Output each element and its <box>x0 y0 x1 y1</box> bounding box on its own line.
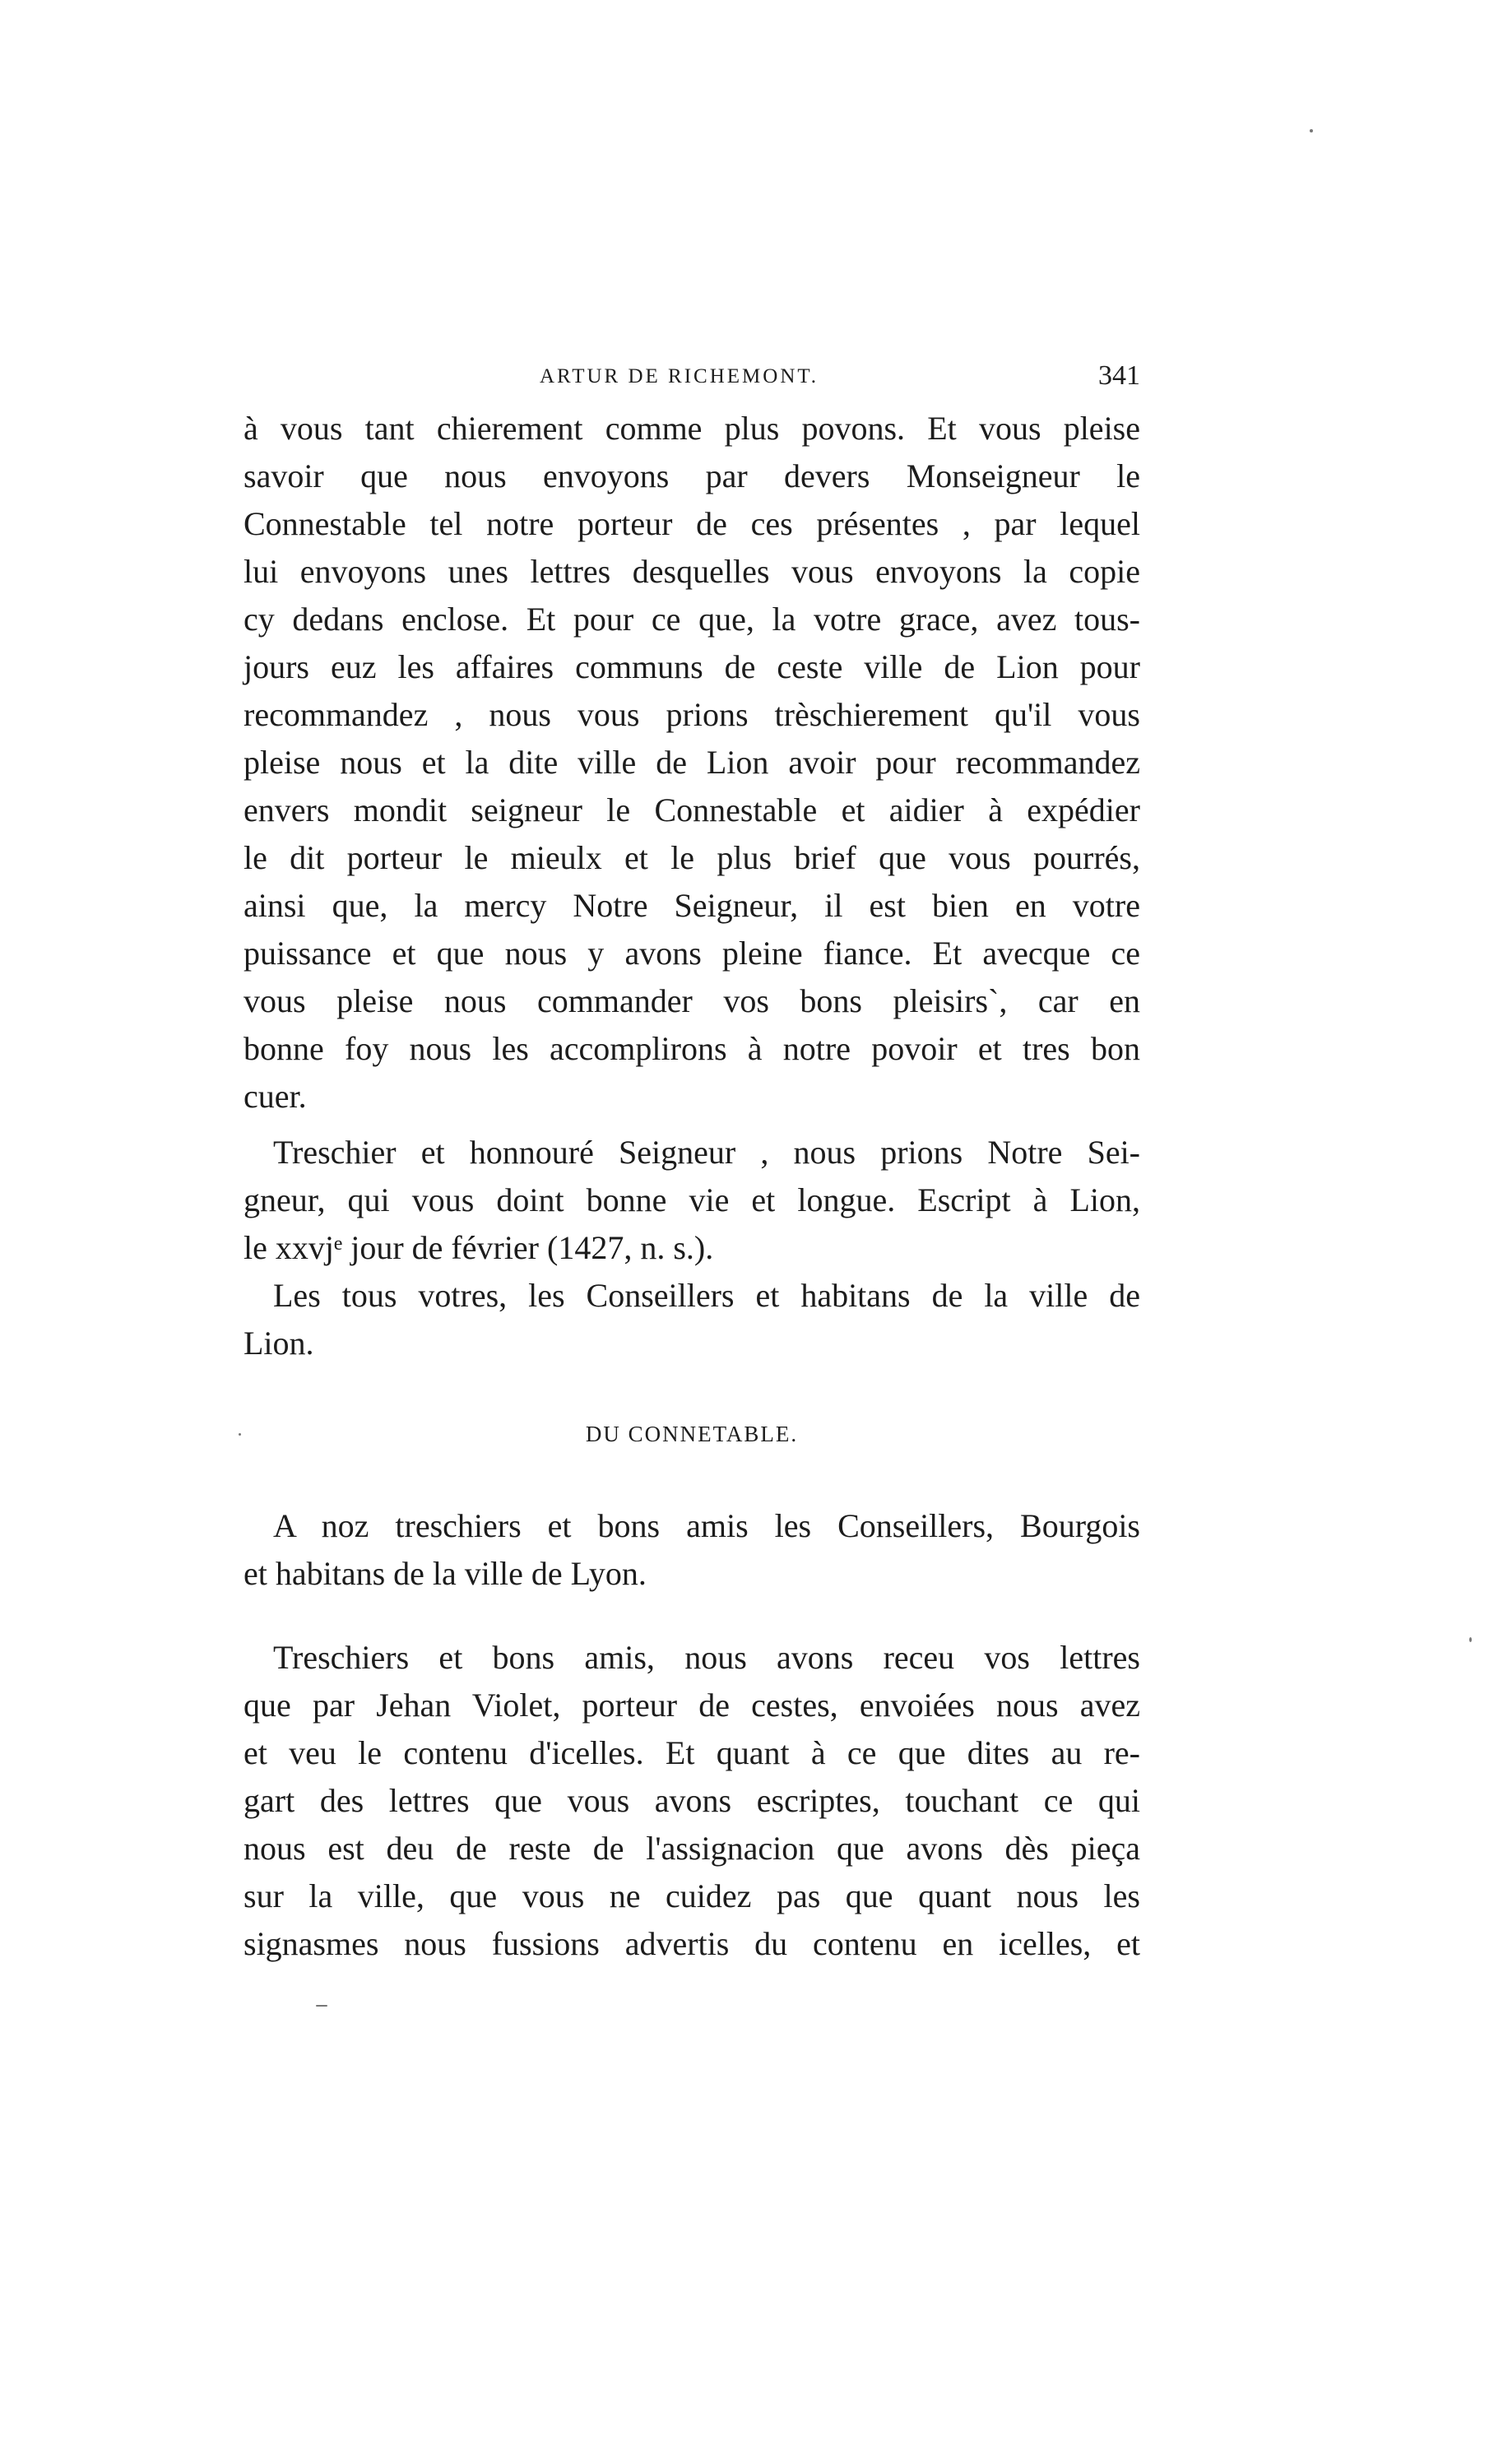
paragraph-3 <box>244 1272 1140 1367</box>
text-line: Lion. <box>244 1325 314 1362</box>
letter-paragraph <box>244 1634 1140 1968</box>
section-heading: DU CONNETABLE. <box>585 1422 799 1446</box>
text-line: bonne foy nous les accomplirons à notre povoir et tres bon <box>244 1030 1140 1067</box>
text-line: Treschiers et bons amis, nous avons receu vos lettres <box>273 1639 1140 1676</box>
paragraph-gap <box>244 1598 1140 1634</box>
text-line: le xxvjᵉ jour de février (1427, n. s.). <box>244 1229 714 1266</box>
text-line: signasmes nous fussions advertis du contenu en icelles, et <box>244 1925 1140 1962</box>
text-line: Les tous votres, les Conseillers et habitans de la ville de <box>273 1277 1140 1314</box>
text-line: à vous tant chierement comme plus povons. Et vous pleise <box>244 410 1140 447</box>
text-line: nous est deu de reste de l'assignacion que avons dès pieça <box>244 1830 1140 1867</box>
text-line: lui envoyons unes lettres desquelles vous envoyons la copie <box>244 553 1140 590</box>
text-line: recommandez , nous vous prions trèschierement qu'il vous <box>244 696 1140 733</box>
text-line: et veu le contenu d'icelles. Et quant à ce que dites au re- <box>244 1734 1140 1771</box>
text-line: cy dedans enclose. Et pour ce que, la votre grace, avez tous- <box>244 601 1140 638</box>
text-line: ainsi que, la mercy Notre Seigneur, il est bien en votre <box>244 887 1140 924</box>
scan-speck <box>1310 129 1313 132</box>
text-line: sur la ville, que vous ne cuidez pas que quant nous les <box>244 1877 1140 1914</box>
text-line: puissance et que nous y avons pleine fiance. Et avecque ce <box>244 935 1140 972</box>
paragraph-1 <box>244 405 1140 1121</box>
text-line: cuer. <box>244 1078 307 1115</box>
text-line: que par Jehan Violet, porteur de cestes, envoiées nous avez <box>244 1687 1140 1724</box>
text-line: gart des lettres que vous avons escriptes, touchant ce qui <box>244 1782 1140 1819</box>
body-text <box>244 405 1140 1968</box>
text-line: Connestable tel notre porteur de ces présentes , par lequel <box>244 505 1140 542</box>
text-line: savoir que nous envoyons par devers Monseigneur le <box>244 457 1140 494</box>
paragraph-gap <box>244 1121 1140 1129</box>
scan-speck <box>1469 1637 1472 1642</box>
text-line: envers mondit seigneur le Connestable et aidier à expédier <box>244 791 1140 828</box>
scan-speck <box>239 1433 241 1436</box>
text-line: gneur, qui vous doint bonne vie et longue. Escript à Lion, <box>244 1181 1140 1218</box>
text-line: A noz treschiers et bons amis les Conseillers, Bourgois <box>273 1507 1140 1544</box>
page-number: 341 <box>1098 360 1140 391</box>
running-title: ARTUR DE RICHEMONT. <box>540 365 819 387</box>
text-line: vous pleise nous commander vos bons pleisirs`, car en <box>244 982 1140 1019</box>
running-head <box>244 360 1140 398</box>
text-line: et habitans de la ville de Lyon. <box>244 1555 647 1592</box>
text-line: Treschier et honnouré Seigneur , nous prions Notre Sei- <box>273 1134 1140 1171</box>
text-line: pleise nous et la dite ville de Lion avoir pour recommandez <box>244 744 1140 781</box>
text-line: le dit porteur le mieulx et le plus brief que vous pourrés, <box>244 839 1140 876</box>
scan-speck <box>316 2005 327 2007</box>
text-line: jours euz les affaires communs de ceste ville de Lion pour <box>244 648 1140 685</box>
address <box>244 1502 1140 1598</box>
paragraph-2 <box>244 1129 1140 1272</box>
